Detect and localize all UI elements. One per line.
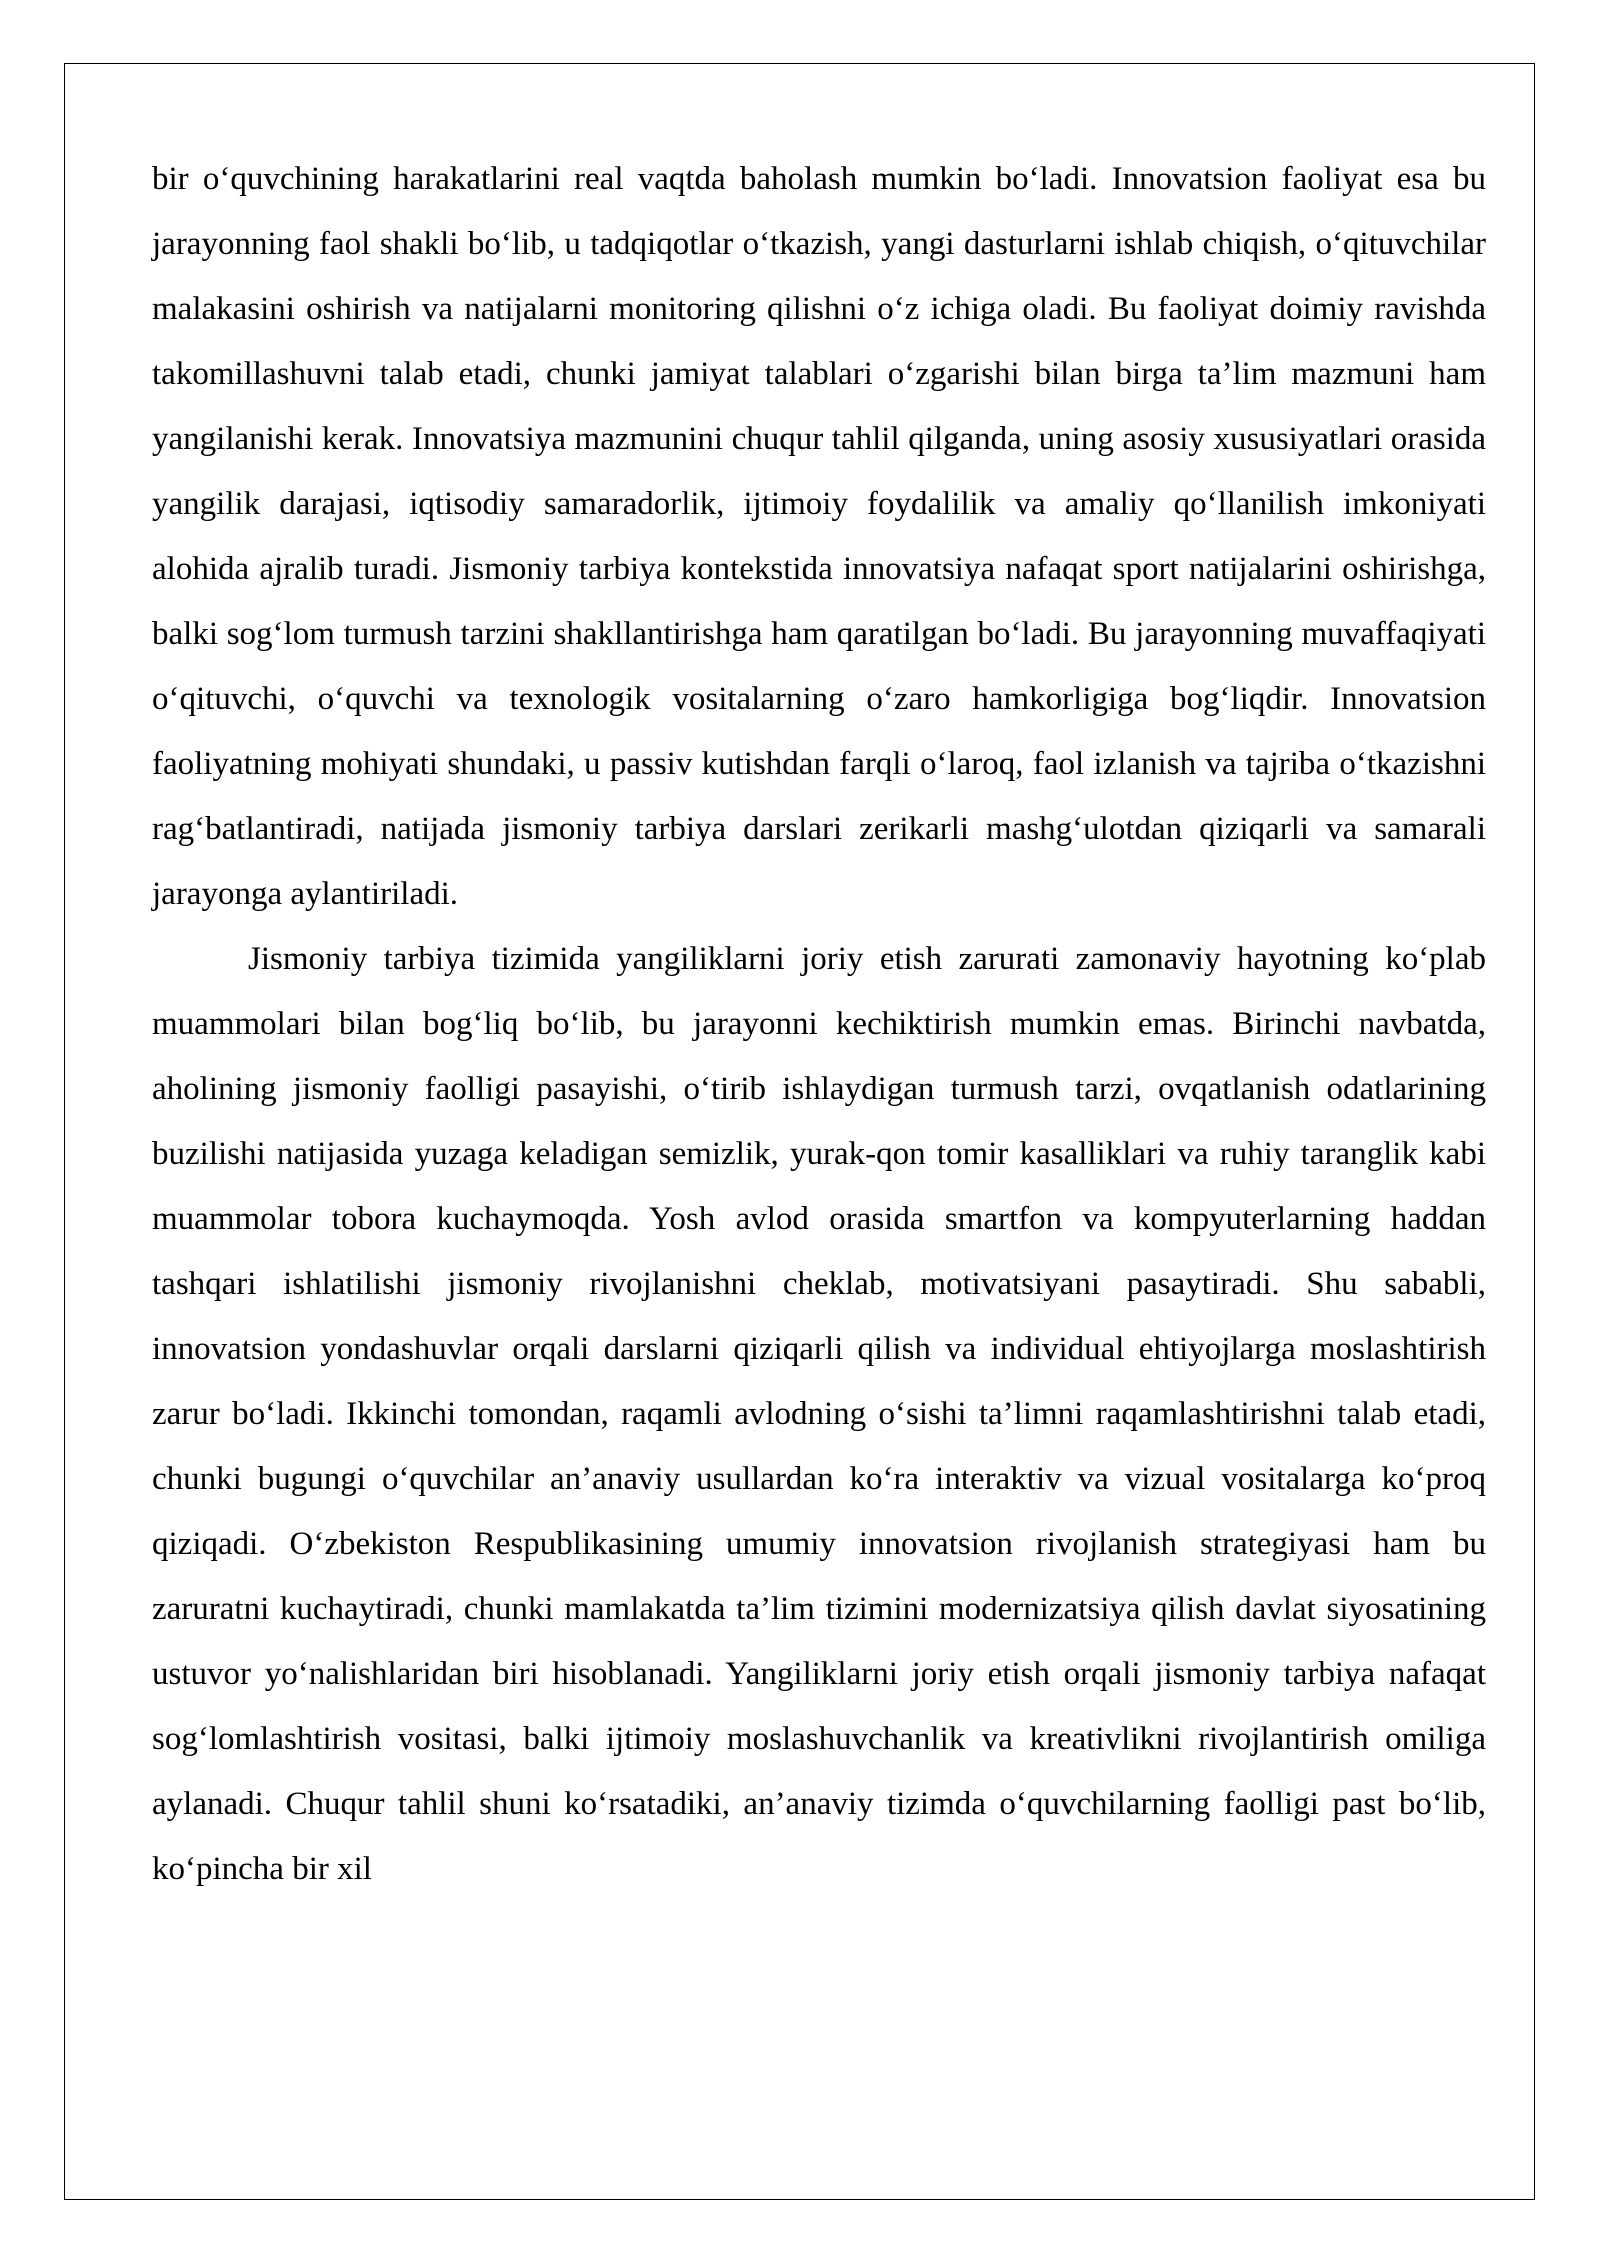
document-body [152, 147, 1486, 1902]
paragraph-2: Jismoniy tarbiya tizimida yangiliklarni joriy etish zarurati zamonaviy hayotning ko‘plab muammolari bilan bog‘liq bo‘lib, bu jarayonni kechiktirish mumkin emas. Birinchi navbatda, aholining jismoniy faolligi pasayishi, o‘tirib ishlaydigan turmush tarzi, ovqatlanish odatlarining buzilishi natijasida yuzaga keladigan semizlik, yurak-qon tomir kasalliklari va ruhiy taranglik kabi muammolar tobora kuchaymoqda. Yosh avlod orasida smartfon va kompyuterlarning haddan tashqari ishlatilishi jismoniy rivojlanishni cheklab, motivatsiyani pasaytiradi. Shu sababli, innovatsion yondashuvlar orqali darslarni qiziqarli qilish va individual ehtiyojlarga moslashtirish zarur bo‘ladi. Ikkinchi tomondan, raqamli avlodning o‘sishi ta’limni raqamlashtirishni talab etadi, chunki bugungi o‘quvchilar an’anaviy usullardan ko‘ra interaktiv va vizual vositalarga ko‘proq qiziqadi. O‘zbekiston Respublikasining umumiy innovatsion rivojlanish strategiyasi ham bu zaruratni kuchaytiradi, chunki mamlakatda ta’lim tizimini modernizatsiya qilish davlat siyosatining ustuvor yo‘nalishlaridan biri hisoblanadi. Yangiliklarni joriy etish orqali jismoniy tarbiya nafaqat sog‘lomlashtirish vositasi, balki ijtimoiy moslashuvchanlik va kreativlikni rivojlantirish omiliga aylanadi. Chuqur tahlil shuni ko‘rsatadiki, an’anaviy tizimda o‘quvchilarning faolligi past bo‘lib, ko‘pincha bir xil [152, 941, 1486, 1887]
paragraph-1: bir o‘quvchining harakatlarini real vaqtda baholash mumkin bo‘ladi. Innovatsion faoliyat esa bu jarayonning faol shakli bo‘lib, u tadqiqotlar o‘tkazish, yangi dasturlarni ishlab chiqish, o‘qituvchilar malakasini oshirish va natijalarni monitoring qilishni o‘z ichiga oladi. Bu faoliyat doimiy ravishda takomillashuvni talab etadi, chunki jamiyat talablari o‘zgarishi bilan birga ta’lim mazmuni ham yangilanishi kerak. Innovatsiya mazmunini chuqur tahlil qilganda, uning asosiy xususiyatlari orasida yangilik darajasi, iqtisodiy samaradorlik, ijtimoiy foydalilik va amaliy qo‘llanilish imkoniyati alohida ajralib turadi. Jismoniy tarbiya kontekstida innovatsiya nafaqat sport natijalarini oshirishga, balki sog‘lom turmush tarzini shakllantirishga ham qaratilgan bo‘ladi. Bu jarayonning muvaffaqiyati o‘qituvchi, o‘quvchi va texnologik vositalarning o‘zaro hamkorligiga bog‘liqdir. Innovatsion faoliyatning mohiyati shundaki, u passiv kutishdan farqli o‘laroq, faol izlanish va tajriba o‘tkazishni rag‘batlantiradi, natijada jismoniy tarbiya darslari zerikarli mashg‘ulotdan qiziqarli va samarali jarayonga aylantiriladi. [152, 161, 1486, 912]
